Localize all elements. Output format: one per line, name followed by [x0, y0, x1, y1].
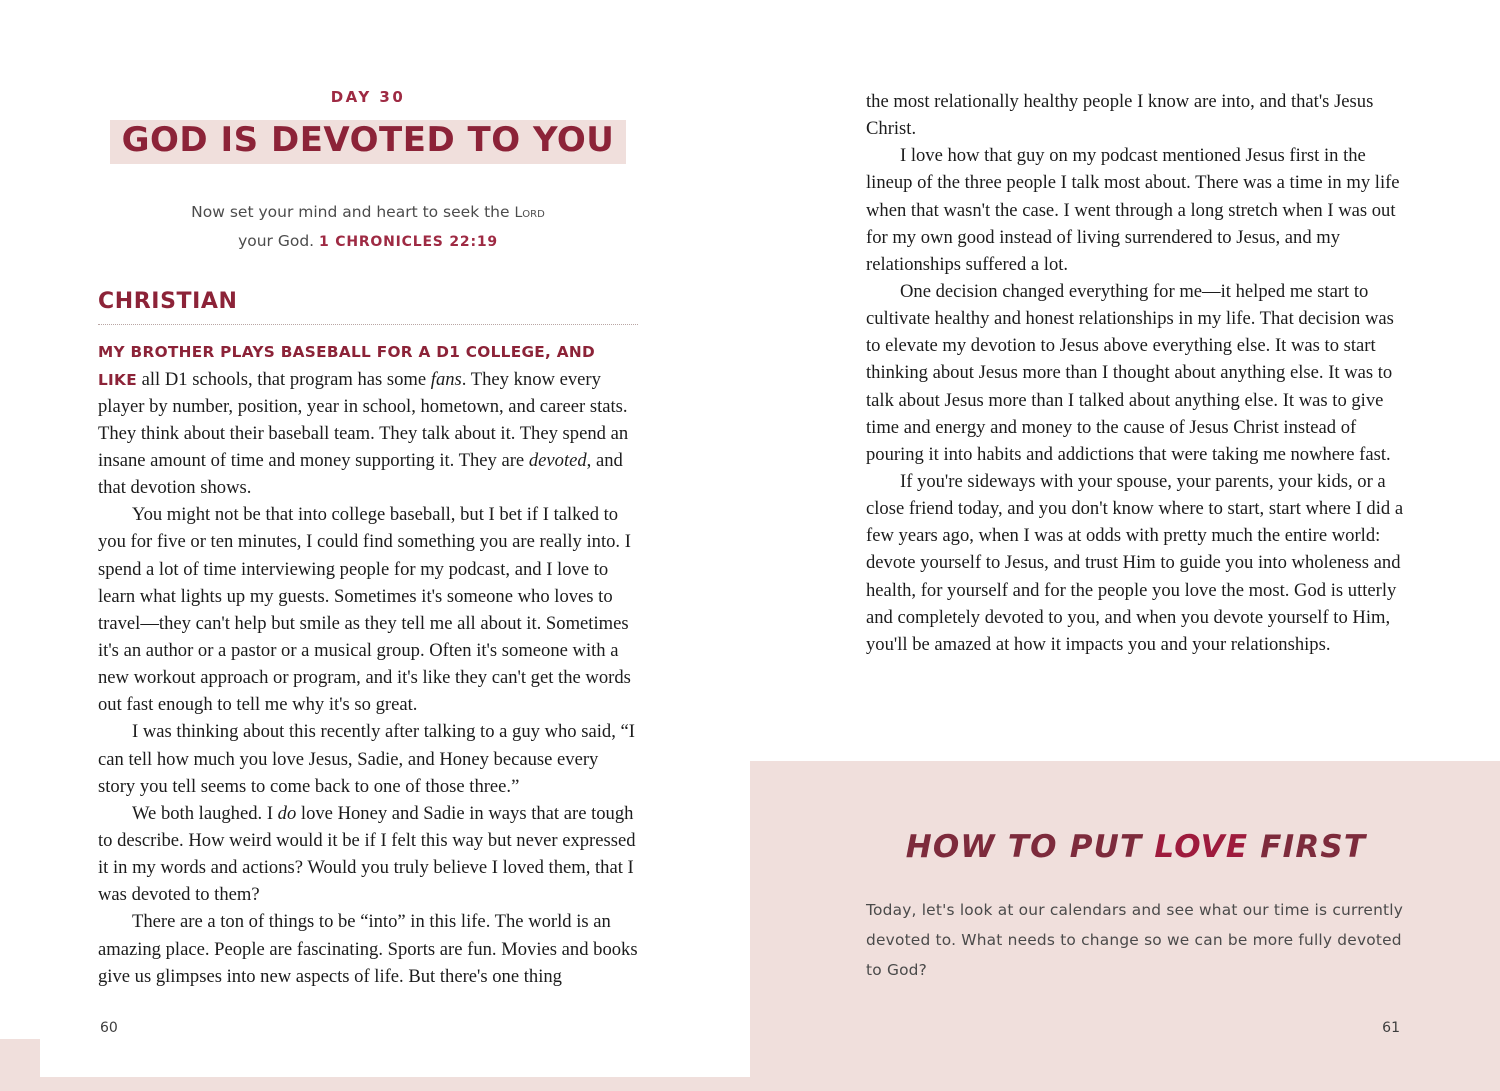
page-title: GOD IS DEVOTED TO YOU: [110, 120, 627, 164]
verse-block: [98, 198, 638, 256]
left-page-content: [98, 88, 638, 990]
callout-title-part2: FIRST: [1248, 829, 1367, 865]
paragraph: [98, 338, 638, 501]
italic-word: do: [277, 802, 297, 824]
chapter-title-wrap: [98, 120, 638, 164]
callout-title: [866, 829, 1406, 865]
italic-word: devoted: [528, 450, 587, 472]
verse-line-2: your God.: [238, 231, 320, 250]
page-edge-decoration-bottom: [40, 1077, 750, 1091]
paragraph: If you're sideways with your spouse, your parents, your kids, or a close friend today, and you don't know where to start, start where I did a few years ago, when I was at odds with pretty much the entire world: devote yourself to Jesus, and trust Him to guide you into wholeness and health, for yourself and for the people you love the most. God is utterly and completely devoted to you, and when you devote yourself to Him, you'll be amazed at how it impacts you and your relationships.: [866, 470, 1404, 655]
callout-inner: [866, 829, 1406, 985]
italic-word: fans: [430, 368, 462, 390]
callout-body: Today, let's look at our calendars and see what our time is currently devoted to. What needs to change so we can be more fully devoted to God?: [866, 901, 1404, 980]
right-page-content: [866, 88, 1406, 658]
paragraph: One decision changed everything for me—it helped me start to cultivate healthy and honest relationships in my life. That decision was to elevate my devotion to Jesus above everything else. It was to start thinking about Jesus more than I thought about anything else. It was to talk about Jesus more than I talked about anything else. It was to give time and energy and money to the cause of Jesus Christ instead of pouring it into habits and addictions that were taking me nowhere fast.: [866, 280, 1394, 465]
paragraph: There are a ton of things to be “into” in this life. The world is an amazing place. People are fascinating. Sports are fun. Movies and books give us glimpses into new aspects of life. But there's one thing: [98, 911, 638, 987]
paragraph: You might not be that into college baseball, but I bet if I talked to you for five or ten minutes, I could find something you are really into. I spend a lot of time interviewing people for my podcast, and I love to learn what lights up my guests. Sometimes it's someone who loves to travel—they can't help but smile as they tell me all about it. Sometimes it's an author or a pastor or a musical group. Often it's someone with a new workout approach or program, and it's like they can't get the words out fast enough to tell me why it's so great.: [98, 504, 631, 716]
page-number-right: 61: [1382, 1020, 1400, 1036]
paragraph: I love how that guy on my podcast mentioned Jesus first in the lineup of the three people I talk most about. There was a time in my life when that wasn't the case. I went through a long stretch when I was out for my own good instead of living surrendered to Jesus, and my relationships suffered a lot.: [866, 145, 1400, 275]
verse-lord-smallcaps: Lord: [514, 204, 545, 221]
paragraph: the most relationally healthy people I know are into, and that's Jesus Christ.: [866, 91, 1374, 140]
paragraph-text: all D1 schools, that program has some: [136, 368, 431, 390]
paragraph-text: . They know every player by number, position, year in school, hometown, and career stats. They think about their baseball team. They talk about it. They spend an insane amount of time and money supporting it. They are: [98, 368, 629, 472]
page-edge-decoration-left: [0, 1039, 40, 1091]
verse-line-1: Now set your mind and heart to seek the: [191, 202, 515, 221]
page-number-left: 60: [100, 1020, 118, 1036]
left-body-column: [98, 338, 638, 989]
lead-in-text: MY BROTHER PLAYS BASEBALL FOR A D1 COLLEGE, AND LIKE: [98, 343, 596, 389]
callout-title-accent: LOVE: [1154, 829, 1249, 865]
callout-box: [750, 761, 1500, 1091]
callout-title-part1: HOW TO PUT: [905, 829, 1155, 865]
day-label: DAY 30: [330, 88, 406, 106]
right-body-column: [866, 88, 1406, 658]
paragraph-text: love Honey and Sadie in ways that are tough to describe. How weird would it be if I felt this way but never expressed it in my words and actions? Would you truly believe I loved them, that I was devoted to them?: [98, 802, 636, 906]
verse-reference: 1 CHRONICLES 22:19: [319, 233, 498, 250]
right-page: [750, 0, 1500, 1091]
paragraph: I was thinking about this recently after talking to a guy who said, “I can tell how much you love Jesus, Sadie, and Honey because every story you tell seems to come back to one of those three.”: [98, 721, 635, 797]
paragraph-text: , and that devotion shows.: [98, 450, 623, 499]
paragraph: [98, 800, 638, 909]
paragraph-text: We both laughed. I: [132, 802, 278, 824]
author-byline: CHRISTIAN: [98, 289, 638, 316]
